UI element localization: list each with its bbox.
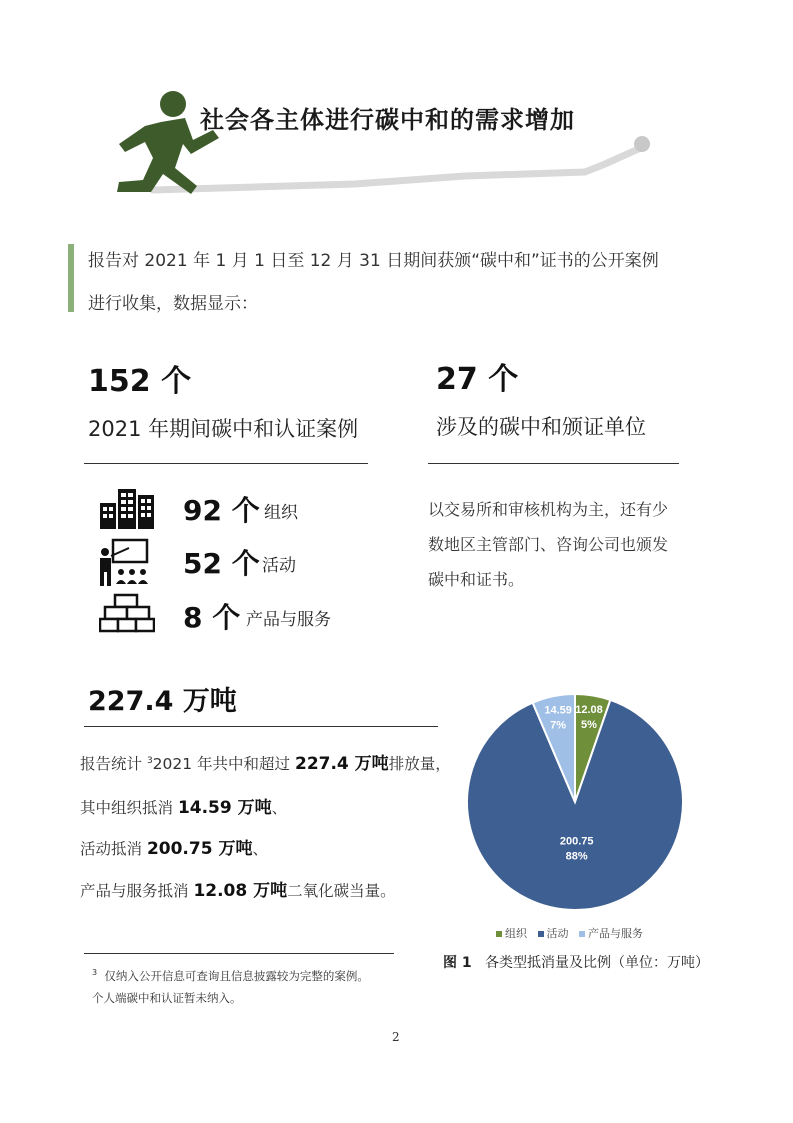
data-label-percent: 88%: [565, 850, 588, 863]
issuers-note: [428, 492, 678, 597]
text: 、: [252, 840, 268, 858]
text: 仅纳入公开信息可查询且信息披露较为完整的案例。: [104, 969, 369, 983]
text: 报告统计: [80, 755, 147, 773]
cases-label: 2021 年期间碳中和认证案例: [88, 417, 359, 441]
org-label: 组织: [264, 503, 298, 523]
org-count: 92 个: [183, 494, 260, 527]
page-number: 2: [392, 1030, 400, 1044]
divider: [84, 463, 368, 464]
intro-line-2: 进行收集，数据显示：: [88, 294, 258, 314]
legend-label: 产品与服务: [588, 927, 643, 940]
page-title: 社会各主体进行碳中和的需求增加: [200, 106, 575, 134]
event-label: 活动: [262, 556, 296, 576]
text: 2021 年共中和超过: [152, 755, 295, 773]
data-label-percent: 7%: [550, 719, 567, 732]
pie-chart: [440, 684, 710, 920]
emphasis: 227.4 万吨: [294, 754, 389, 774]
issuers-count: 27 个: [436, 362, 519, 397]
legend-swatch: [579, 931, 585, 937]
legend-item: [496, 927, 527, 940]
footnote-divider: [84, 953, 394, 954]
emissions-paragraph-1: [80, 749, 451, 774]
emissions-paragraph-2: [80, 793, 287, 818]
data-label-value: 14.59: [544, 704, 572, 717]
footnote-ref: 3: [146, 755, 153, 766]
divider: [428, 463, 679, 464]
caption-label: 图 1: [443, 955, 472, 971]
legend-swatch: [538, 931, 544, 937]
buildings-icon: [100, 489, 154, 529]
text: 二氧化碳当量。: [287, 882, 396, 900]
text: 活动抵消: [80, 840, 147, 858]
divider: [84, 726, 438, 727]
data-label-value: 12.08: [575, 703, 603, 716]
product-count: 8 个: [183, 601, 241, 634]
product-label: 产品与服务: [246, 610, 331, 630]
legend-label: 活动: [546, 927, 569, 940]
legend-item: [579, 927, 643, 940]
stacked-boxes-icon: [99, 593, 155, 633]
track-end-dot: [634, 136, 650, 152]
text: 、: [271, 799, 288, 817]
emphasis: 12.08 万吨: [193, 881, 288, 901]
footnote-mark: 3: [92, 968, 98, 978]
legend-swatch: [496, 931, 502, 937]
text: 排放量，: [388, 755, 451, 773]
chart-legend: [496, 925, 643, 941]
intro-line-1: 报告对 2021 年 1 月 1 日至 12 月 31 日期间获颁“碳中和”证书的公开案例: [88, 251, 659, 271]
data-label-percent: 5%: [581, 718, 597, 731]
legend-item: [538, 927, 569, 940]
issuers-note-line: 数地区主管部门、咨询公司也颁发: [428, 535, 669, 554]
emissions-paragraph-3: [80, 834, 268, 859]
figure-caption: [443, 952, 709, 972]
text: 其中组织抵消: [80, 799, 178, 817]
cases-count: 152 个: [88, 364, 192, 399]
caption-text: 各类型抵消量及比例（单位：万吨）: [484, 955, 709, 971]
footnote-line-1: [92, 968, 369, 984]
event-count: 52 个: [183, 547, 260, 580]
footnote-line-2: 个人端碳中和认证暂未纳入。: [92, 991, 242, 1005]
issuers-note-line: 以交易所和审核机构为主，还有少: [428, 500, 669, 519]
presentation-icon: [99, 538, 155, 586]
emissions-paragraph-4: [80, 876, 396, 901]
emissions-total: 227.4 万吨: [88, 686, 237, 717]
emphasis: 200.75 万吨: [146, 839, 253, 859]
issuers-note-line: 碳中和证书。: [428, 570, 525, 589]
emphasis: 14.59 万吨: [177, 798, 272, 818]
text: 产品与服务抵消: [80, 882, 194, 900]
intro-accent-bar: [68, 244, 74, 312]
issuers-label: 涉及的碳中和颁证单位: [436, 415, 646, 439]
data-label-value: 200.75: [559, 835, 594, 848]
track-line: [153, 146, 645, 190]
legend-label: 组织: [505, 927, 527, 940]
